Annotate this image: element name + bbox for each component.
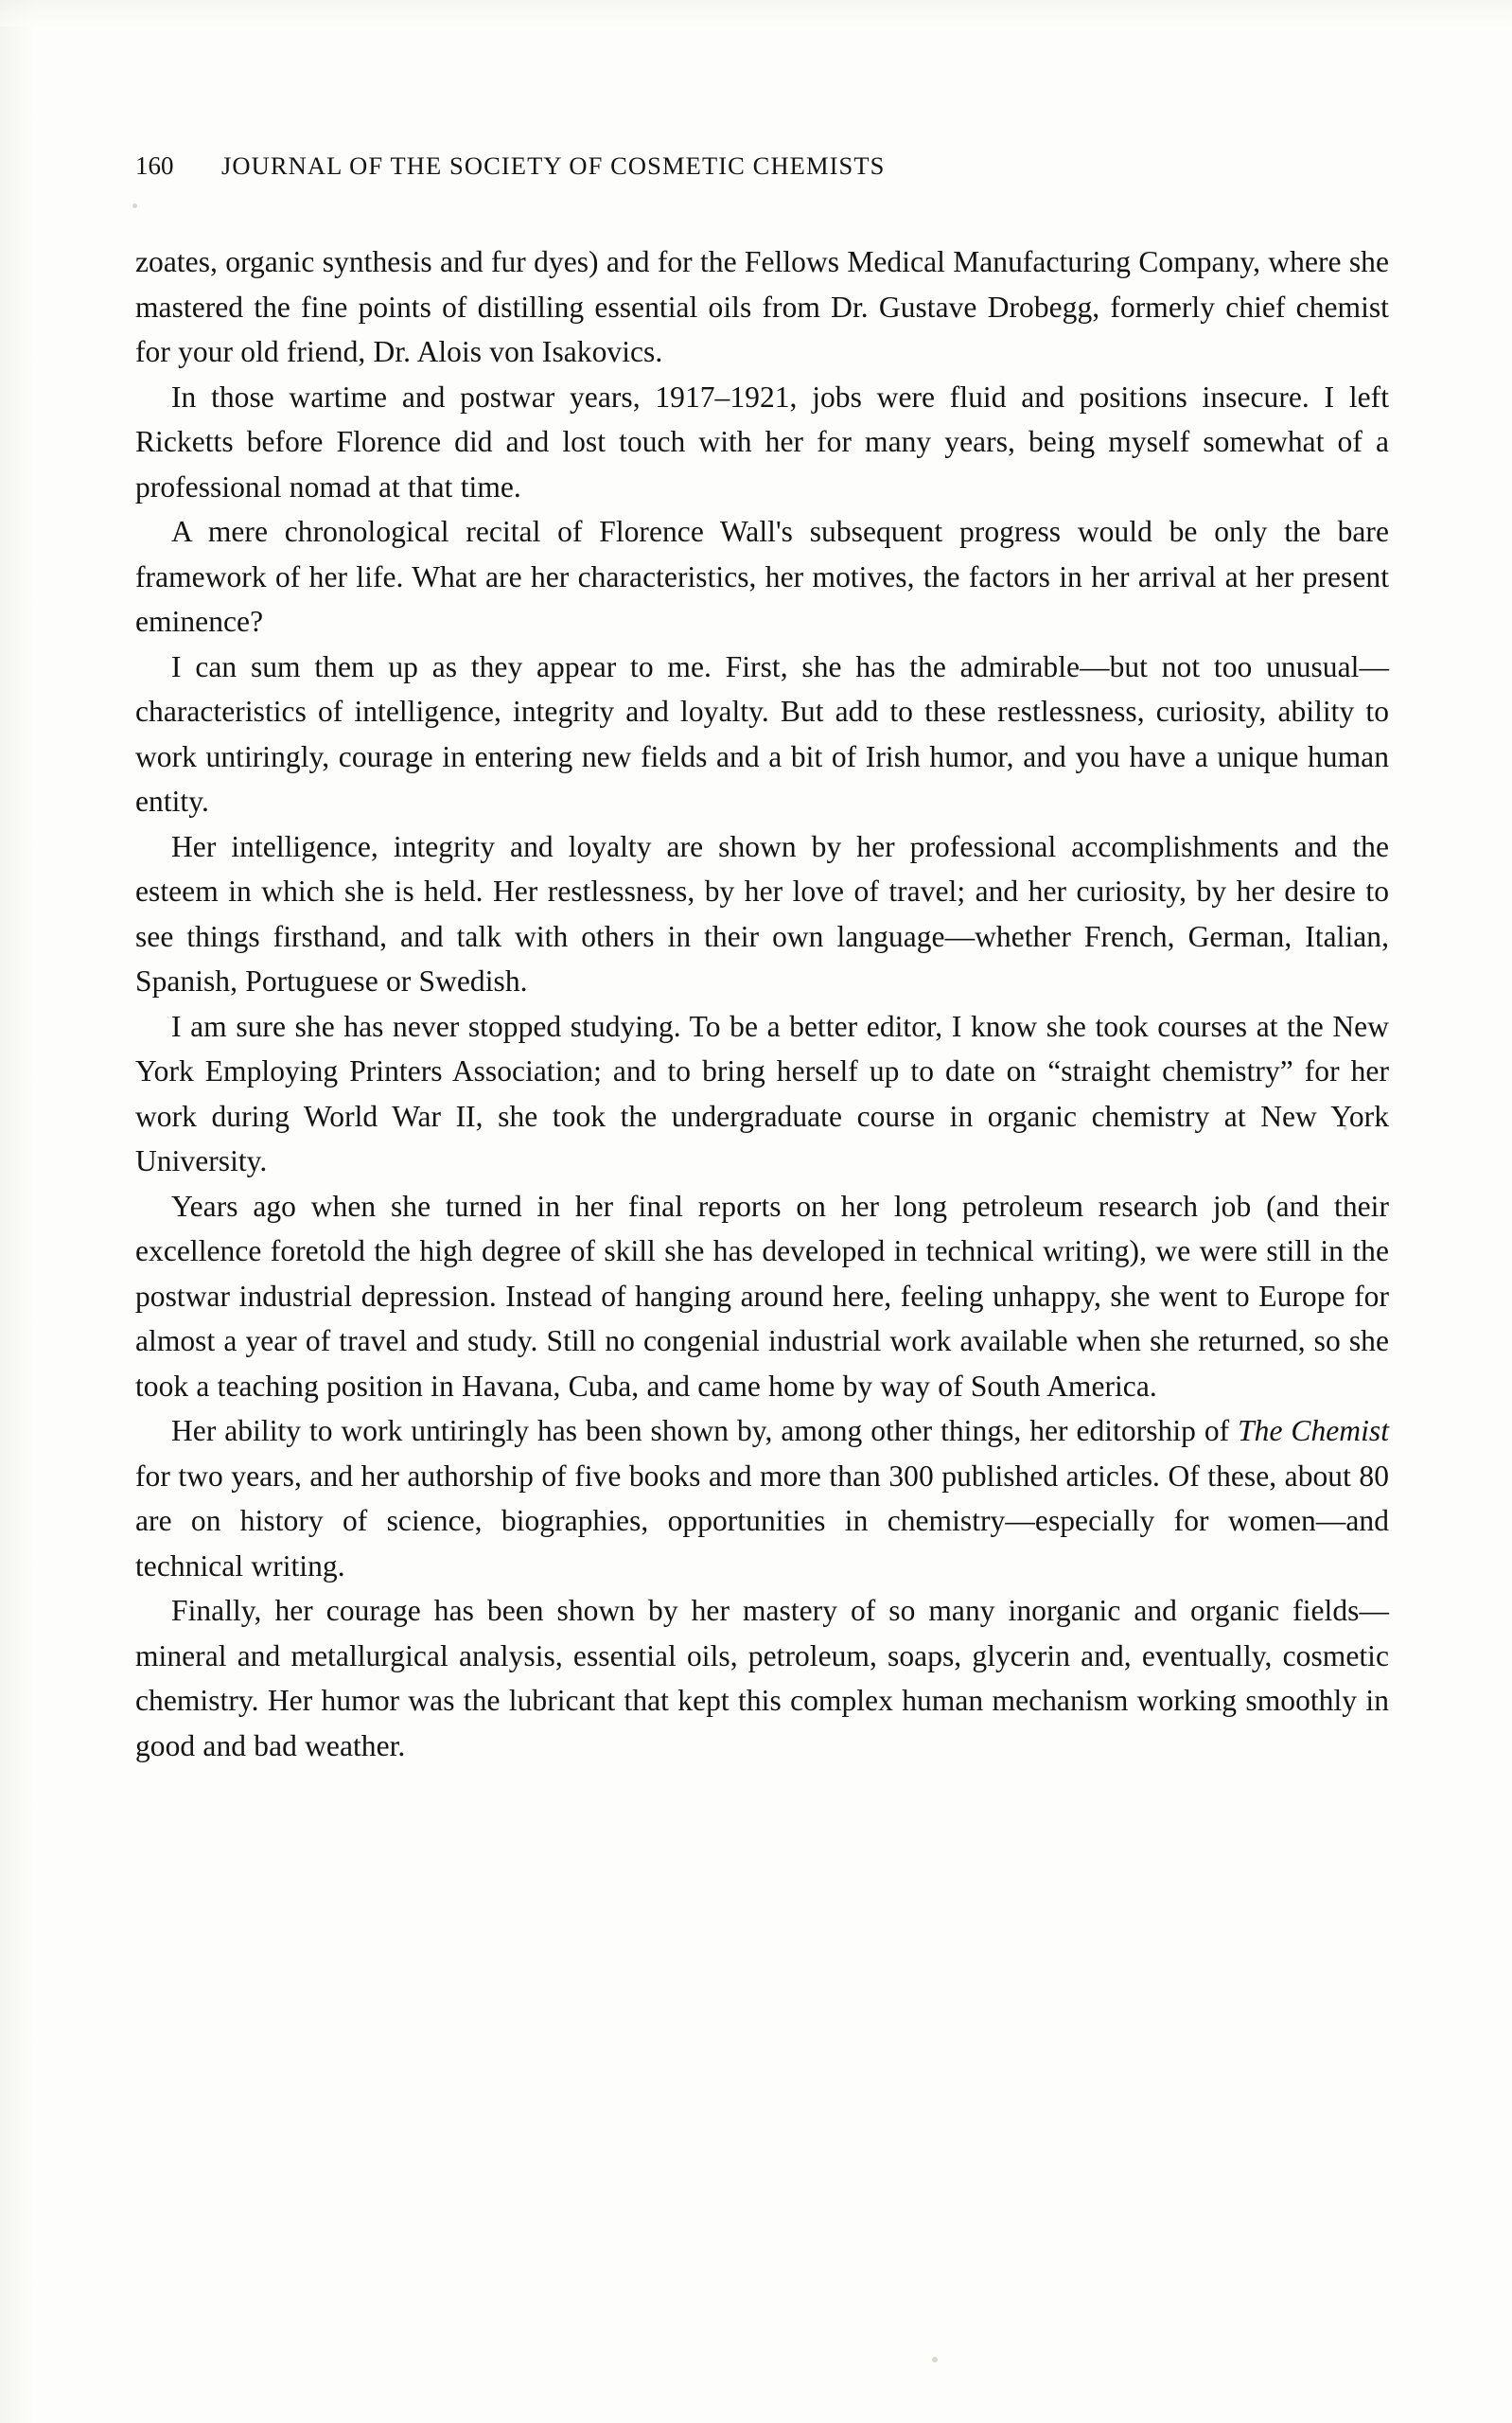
page-edge-shadow-left — [0, 0, 34, 2423]
body-text — [135, 239, 1389, 1768]
scan-speck — [932, 2357, 938, 2362]
running-header — [135, 151, 1389, 181]
body-paragraph: zoates, organic synthesis and fur dyes) and for the Fellows Medical Manufacturing Company, where she mastered the fine points of distilling essential oils from Dr. Gustave Drobegg, formerly chief chemist for your old friend, Dr. Alois von Isakovics. — [135, 245, 1389, 368]
text-run: Her ability to work untiringly has been shown by, among other things, her editorship of — [171, 1414, 1239, 1447]
body-paragraph: Her intelligence, integrity and loyalty are shown by her professional accomplishments and the esteem in which she is held. Her restlessness, by her love of travel; and her curiosity, by her desire to see things firsthand, and talk with others in their own language—whether French, German, Italian, Spanish, Portuguese or Swedish. — [135, 829, 1389, 998]
journal-title: JOURNAL OF THE SOCIETY OF COSMETIC CHEMISTS — [221, 151, 886, 180]
page-number: 160 — [135, 151, 174, 180]
body-paragraph: I can sum them up as they appear to me. First, she has the admirable—but not too unusual—characteristics of intelligence, integrity and loyalty. But add to these restlessness, curiosity, ability to work untiringly, courage in entering new fields and a bit of Irish humor, and you have a unique human entity. — [135, 649, 1389, 818]
page-edge-shadow-top — [0, 0, 1512, 27]
body-paragraph: I am sure she has never stopped studying. To be a better editor, I know she took courses at the New York Employing Printers Association; and to bring herself up to date on “straight chemistry” for her work during World War II, she took the undergraduate course in organic chemistry at New York University. — [135, 1009, 1389, 1177]
text-run: for two years, and her authorship of five books and more than 300 published articles. Of these, about 80 are on history of science, biographies, opportunities in chemistry—especially for women—and technical writing. — [135, 1459, 1389, 1583]
body-paragraph: In those wartime and postwar years, 1917–1921, jobs were fluid and positions insecure. I left Ricketts before Florence did and lost touch with her for many years, being myself somewhat of a professional nomad at that time. — [135, 380, 1389, 504]
body-paragraph: Years ago when she turned in her final reports on her long petroleum research job (and their excellence foretold the high degree of skill she has developed in technical writing), we were still in the postwar industrial depression. Instead of hanging around here, feeling unhappy, she went to Europe for almost a year of travel and study. Still no congenial industrial work available when she returned, so she took a teaching position in Havana, Cuba, and came home by way of South America. — [135, 1189, 1389, 1403]
page-content — [135, 151, 1389, 1768]
body-paragraph: A mere chronological recital of Florence Wall's subsequent progress would be only the bare framework of her life. What are her characteristics, her motives, the factors in her arrival at her present eminence? — [135, 515, 1389, 638]
body-paragraph — [135, 1408, 1389, 1588]
body-paragraph: Finally, her courage has been shown by her mastery of so many inorganic and organic fields—mineral and metallurgical analysis, essential oils, petroleum, soaps, glycerin and, eventually, cosmetic chemistry. Her humor was the lubricant that kept this complex human mechanism working smoothly in good and bad weather. — [135, 1594, 1389, 1762]
italic-title: The Chemist — [1238, 1414, 1389, 1447]
